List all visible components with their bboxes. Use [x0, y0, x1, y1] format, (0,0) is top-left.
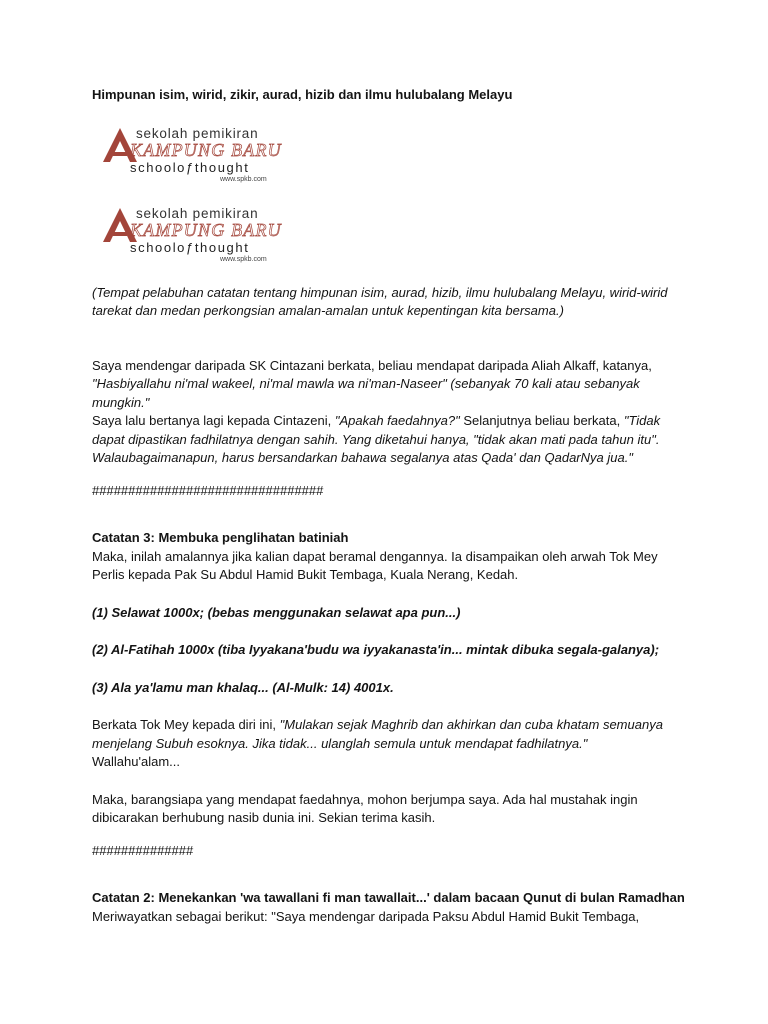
intro-note: [92, 284, 692, 321]
para-text: Saya mendengar daripada SK Cintazani berkata, beliau mendapat daripada Aliah Alkaff, katanya,: [92, 357, 652, 373]
quote-text: "Tidak dapat dipastikan fadhilatnya dengan sahih. Yang diketahui hanya, "tidak akan mati pada tahun itu". Walaubagaimanapun, harus bersandarkan bahawa segalanya atas Qada' dan QadarNya jua.": [92, 413, 661, 465]
paragraph-hasbiyallahu: [92, 357, 692, 468]
practice-item-1: (1) Selawat 1000x; (bebas menggunakan selawat apa pun...): [92, 604, 461, 620]
logo-url: www.spkb.com: [220, 175, 267, 183]
document-title: Himpunan isim, wirid, zikir, aurad, hizib dan ilmu hulubalang Melayu: [92, 87, 513, 102]
para-text: Wallahu'alam...: [92, 754, 180, 769]
intro-text: (Tempat pelabuhan catatan tentang himpunan isim, aurad, hizib, ilmu hulubalang Melayu, wirid-wirid tarekat dan medan perkongsian amalan-amalan untuk kepentingan kita bersama.): [92, 284, 668, 318]
section-heading-2: Catatan 2: Menekankan 'wa tawallani fi man tawallait...' dalam bacaan Qunut di bulan Ramadhan: [92, 890, 685, 905]
logo-line-3: schooloƒthought: [130, 159, 250, 175]
para-text: Selanjutnya beliau berkata,: [463, 413, 621, 428]
logo-line-1: sekolah pemikiran: [136, 205, 259, 221]
logo-url: www.spkb.com: [220, 255, 267, 263]
section-heading-3: Catatan 3: Membuka penglihatan batiniah: [92, 530, 349, 545]
school-logo: [100, 122, 290, 184]
practice-item-2: (2) Al-Fatihah 1000x (tiba Iyyakana'budu wa iyyakanasta'in... mintak dibuka segala-galanya);: [92, 642, 660, 657]
section-body: Maka, inilah amalannya jika kalian dapat beramal dengannya. Ia disampaikan oleh arwah Tok Mey Perlis kepada Pak Su Abdul Hamid Bukit Tembaga, Kuala Nerang, Kedah.: [92, 548, 658, 582]
logo-line-2: KAMPUNG BARU: [130, 219, 282, 240]
quote-text: "Apakah faedahnya?": [334, 413, 460, 428]
logo-line-1: sekolah pemikiran: [136, 125, 259, 141]
practice-item-3: (3) Ala ya'lamu man khalaq... (Al-Mulk: 14) 4001x.: [92, 679, 394, 695]
logo-line-2: KAMPUNG BARU: [130, 139, 282, 160]
document-page: [92, 86, 692, 926]
quote-text: "Mulakan sejak Maghrib dan akhirkan dan cuba khatam semuanya menjelang Subuh esoknya. Jika tidak... ulanglah semula untuk mendapat fadhilatnya.": [92, 717, 663, 751]
paragraph-tok-mey: [92, 716, 692, 772]
school-logo: [100, 202, 290, 264]
para-text: Saya lalu bertanya lagi kepada Cintazeni,: [92, 413, 332, 428]
logo-line-3: schooloƒthought: [130, 239, 250, 255]
closing-paragraph: Maka, barangsiapa yang mendapat faedahnya, mohon berjumpa saya. Ada hal mustahak ingin dibicarakan berhubung nasib dunia ini. Sekian terima kasih.: [92, 791, 638, 825]
para-text: Berkata Tok Mey kepada diri ini,: [92, 717, 277, 732]
section-divider: ################################: [92, 482, 324, 498]
section-body: Meriwayatkan sebagai berikut: "Saya mendengar daripada Paksu Abdul Hamid Bukit Tembaga,: [92, 908, 640, 924]
quote-text: "Hasbiyallahu ni'mal wakeel, ni'mal mawla wa ni'man-Naseer" (sebanyak 70 kali atau sebanyak mungkin.": [92, 376, 640, 410]
section-divider: ##############: [92, 842, 194, 858]
